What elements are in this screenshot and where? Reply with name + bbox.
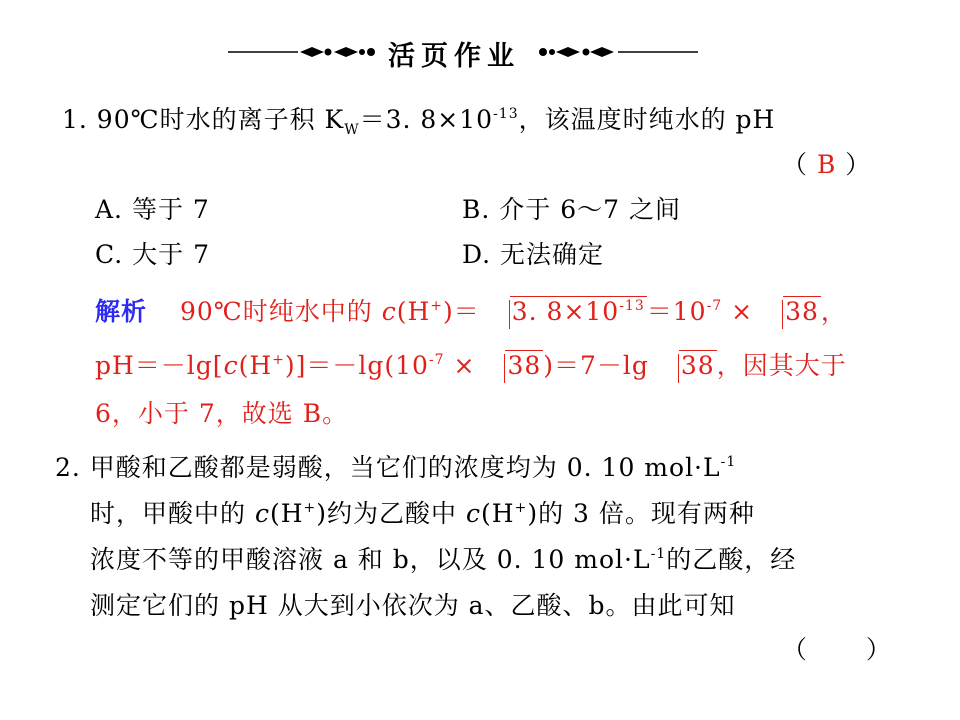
analysis-c: c: [381, 297, 397, 326]
analysis-l1-a: 90℃时纯水中的: [179, 297, 373, 326]
q2-plus1: +: [303, 500, 317, 516]
analysis-l2-exp7: -7: [428, 352, 445, 368]
q1-analysis-line-1: [95, 292, 847, 328]
q1-stem-exponent: -13: [493, 106, 519, 122]
analysis-l2-times: ×: [453, 351, 476, 380]
q2-answer-slot: [782, 630, 892, 666]
analysis-comma: ，: [820, 297, 847, 326]
header-banner: [228, 32, 698, 72]
q2-l2-b: )约为乙酸中: [316, 499, 458, 528]
page-title: 活页作业: [388, 41, 520, 72]
analysis-plus: +: [430, 298, 444, 314]
sqrt-38-b: [490, 351, 543, 380]
rad38-c-value: 38: [680, 351, 715, 380]
q2-paren-close: ）: [865, 635, 892, 664]
q2-l1-exp: -1: [720, 454, 737, 470]
q1-stem: [62, 100, 775, 138]
q2-c1: c: [254, 499, 270, 528]
q2-line-3: [90, 540, 796, 576]
q2-line-2: [90, 494, 755, 530]
q1-paren-close: ）: [845, 150, 872, 179]
sqrt-38: [768, 297, 821, 326]
analysis-h: (H: [396, 297, 431, 326]
analysis-l2-h: (H: [238, 351, 273, 380]
q1-option-b: B. 介于 6～7 之间: [462, 195, 681, 224]
q2-l3-b: 的乙酸，经: [666, 545, 797, 574]
analysis-l2-b: )]＝－lg(10: [284, 351, 429, 380]
q1-analysis-line-2: [95, 346, 847, 382]
analysis-l1-c: ＝10: [646, 297, 707, 326]
analysis-l2-plus: +: [272, 352, 285, 368]
analysis-l2-d: )＝7－lg: [543, 351, 649, 380]
q2-h1: (H: [269, 499, 304, 528]
analysis-l1-b: )＝: [443, 297, 480, 326]
q2-l2-c: )的 3 倍。现有两种: [527, 499, 755, 528]
q2-l1-text: 2. 甲酸和乙酸都是弱酸，当它们的浓度均为 0. 10 mol·L: [55, 453, 721, 482]
q2-h2: (H: [481, 499, 515, 528]
times-sign: ×: [731, 297, 754, 326]
q1-answer: B: [816, 150, 837, 179]
q1-paren-open: （: [782, 150, 809, 179]
q2-line-4: 测定它们的 pH 从大到小依次为 a、乙酸、b。由此可知: [90, 591, 736, 620]
rad38-value: 38: [785, 297, 819, 326]
q1-option-c: C. 大于 7: [95, 240, 210, 269]
q1-kw-sub: W: [344, 122, 360, 138]
q1-analysis-line-3: 6，小于 7，故选 B。: [95, 399, 349, 428]
rad38-b-value: 38: [507, 351, 542, 380]
rad1-exponent: -13: [619, 298, 645, 314]
q1-option-a: A. 等于 7: [95, 195, 210, 224]
q2-paren-open: （: [782, 635, 809, 664]
analysis-l2-e: ，因其大于: [716, 351, 847, 380]
header-ornament-left: [300, 47, 375, 57]
q2-l3-a: 浓度不等的甲酸溶液 a 和 b，以及 0. 10 mol·L: [90, 545, 651, 574]
header-ornament-right: [539, 47, 614, 57]
q1-stem-mid: ＝3. 8×10: [359, 105, 494, 134]
analysis-label: 解析: [95, 297, 148, 326]
sqrt-3-8e-13: [495, 297, 647, 326]
q2-l3-exp: -1: [650, 546, 667, 562]
q1-option-d: D. 无法确定: [462, 240, 605, 269]
q2-l2-a: 时，甲酸中的: [90, 499, 247, 528]
q1-answer-slot: [782, 145, 871, 181]
q2-c2: c: [466, 499, 482, 528]
q1-stem-suffix: ，该温度时纯水的 pH: [518, 105, 776, 134]
q2-plus2: +: [514, 500, 528, 516]
analysis-l2-a: pH＝－lg[: [95, 351, 224, 380]
exp-minus7: -7: [706, 298, 723, 314]
rad1-value: 3. 8×10: [511, 297, 620, 326]
q1-stem-prefix: 1. 90℃时水的离子积 K: [62, 105, 345, 134]
analysis-l2-c: c: [223, 351, 239, 380]
q2-line-1: [55, 448, 736, 484]
sqrt-38-c: [664, 351, 717, 380]
